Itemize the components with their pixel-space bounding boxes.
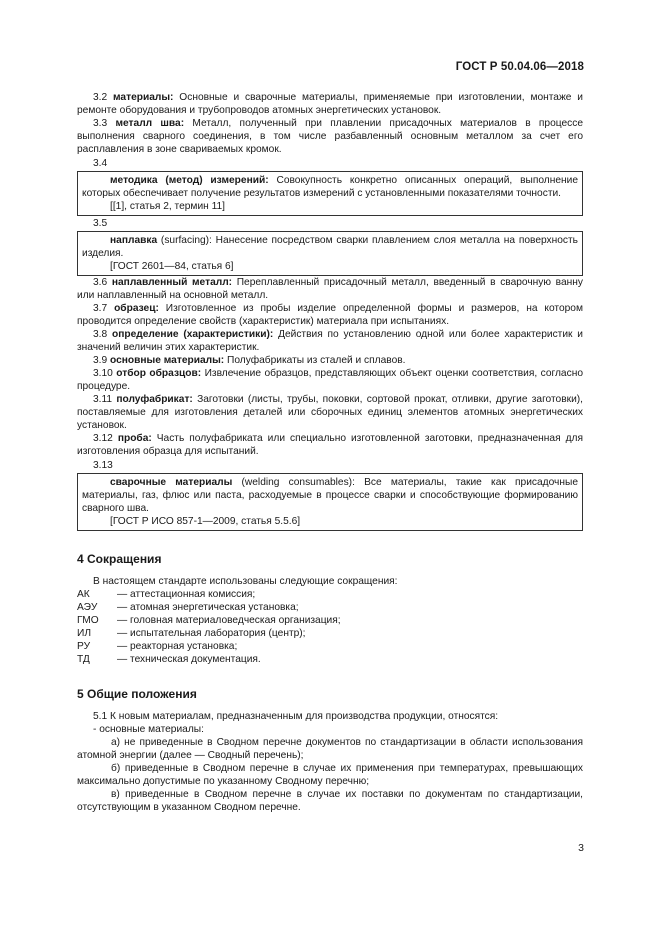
term-3-13-definition: сварочные материалы (welding consumables): Все материалы, такие как присадочные материалы, газ, флюс или паста, расходуемые в процессе сварки и способствующие формированию сварного шва. bbox=[82, 477, 578, 514]
abbreviation-item: ТД — техническая документация. bbox=[77, 654, 261, 665]
term-3-12: 3.12 проба: Часть полуфабриката или специально изготовленной заготовки, предназначенная для изготовления образца для испытаний. bbox=[77, 433, 583, 457]
term-3-3: 3.3 металл шва: Металл, полученный при плавлении присадочных материалов в процессе выполнения сварного соединения, в том числе разбавленный основным металлом за счет его расплавления в зоне свариваемых кромок. bbox=[77, 118, 583, 155]
term-3-10: 3.10 отбор образцов: Извлечение образцов, представляющих объект оценки соответствия, согласно процедуре. bbox=[77, 368, 583, 392]
term-3-5-number: 3.5 bbox=[93, 218, 108, 229]
term-3-4-source: [[1], статья 2, термин 11] bbox=[110, 201, 225, 212]
term-3-4-number: 3.4 bbox=[93, 158, 108, 169]
term-3-4-definition: методика (метод) измерений: Совокупность конкретно описанных операций, выполнение которых обеспечивает получение результатов измерений с установленными показателями точности. bbox=[82, 175, 579, 199]
clause-5-1-a: а) не приведенные в Сводном перечне документов по стандартизации в области использования атомной энергии (далее — Сводный перечень); bbox=[77, 737, 583, 761]
section-4-heading-wrap bbox=[77, 553, 583, 566]
term-3-13-box bbox=[77, 473, 583, 531]
abbreviation-item: РУ — реакторная установка; bbox=[77, 641, 238, 652]
term-3-5-box bbox=[77, 231, 583, 276]
abbreviation-item: АК — аттестационная комиссия; bbox=[77, 589, 256, 600]
page-header-standard-code: ГОСТ Р 50.04.06—2018 bbox=[455, 61, 584, 73]
term-3-5-source: [ГОСТ 2601—84, статья 6] bbox=[110, 261, 234, 272]
term-3-4-box bbox=[77, 171, 583, 216]
section-4-heading: 4 Сокращения bbox=[77, 552, 162, 566]
section-5-heading: 5 Общие положения bbox=[77, 687, 197, 701]
abbreviation-item: ИЛ — испытательная лаборатория (центр); bbox=[77, 628, 306, 639]
term-3-6: 3.6 наплавленный металл: Переплавленный присадочный металл, введенный в сварочную ванну или наплавленный на основной металл. bbox=[77, 277, 583, 301]
clause-5-1: 5.1 К новым материалам, предназначенным для производства продукции, относятся: bbox=[93, 711, 499, 722]
section-5-heading-wrap bbox=[77, 688, 583, 701]
term-3-13-source: [ГОСТ Р ИСО 857-1—2009, статья 5.5.6] bbox=[110, 516, 301, 527]
clause-5-1-c: в) приведенные в Сводном перечне в случае их поставки по документам по стандартизации, отсутствующим в указанном Сводном перечне. bbox=[77, 789, 583, 813]
term-3-8: 3.8 определение (характеристики): Действия по установлению одной или более характеристик и значений величин этих характеристик. bbox=[77, 329, 583, 353]
abbreviation-item: ГМО — головная материаловедческая организация; bbox=[77, 615, 341, 626]
abbreviation-item: АЭУ — атомная энергетическая установка; bbox=[77, 602, 299, 613]
term-3-9: 3.9 основные материалы: Полуфабрикаты из сталей и сплавов. bbox=[93, 355, 406, 366]
term-3-13-number: 3.13 bbox=[93, 460, 113, 471]
abbreviations-list bbox=[77, 588, 583, 666]
page-number: 3 bbox=[578, 842, 584, 854]
term-3-11: 3.11 полуфабрикат: Заготовки (листы, трубы, поковки, сортовой прокат, отливки, другие заготовки), поставляемые для изготовления деталей или сборочных единиц элементов атомных энергетических установок. bbox=[77, 394, 584, 431]
term-3-7: 3.7 образец: Изготовленное из пробы изделие определенной формы и размеров, на котором проводится определение свойств (характеристик) материала при испытаниях. bbox=[77, 303, 583, 327]
term-3-2: 3.2 материалы: Основные и сварочные материалы, применяемые при изготовлении, монтаже и ремонте оборудования и трубопроводов атомных энергетических установок. bbox=[77, 92, 583, 116]
page-content bbox=[77, 91, 583, 814]
clause-5-1-b: б) приведенные в Сводном перечне в случае их применения при температурах, превышающих максимально допустимые по указанному Сводному перечню; bbox=[77, 763, 583, 787]
clause-5-1-base-materials: - основные материалы: bbox=[93, 724, 204, 735]
term-3-5-definition: наплавка (surfacing): Нанесение посредством сварки плавлением слоя металла на поверхность изделия. bbox=[82, 235, 578, 259]
abbreviations-intro: В настоящем стандарте использованы следующие сокращения: bbox=[93, 576, 398, 587]
